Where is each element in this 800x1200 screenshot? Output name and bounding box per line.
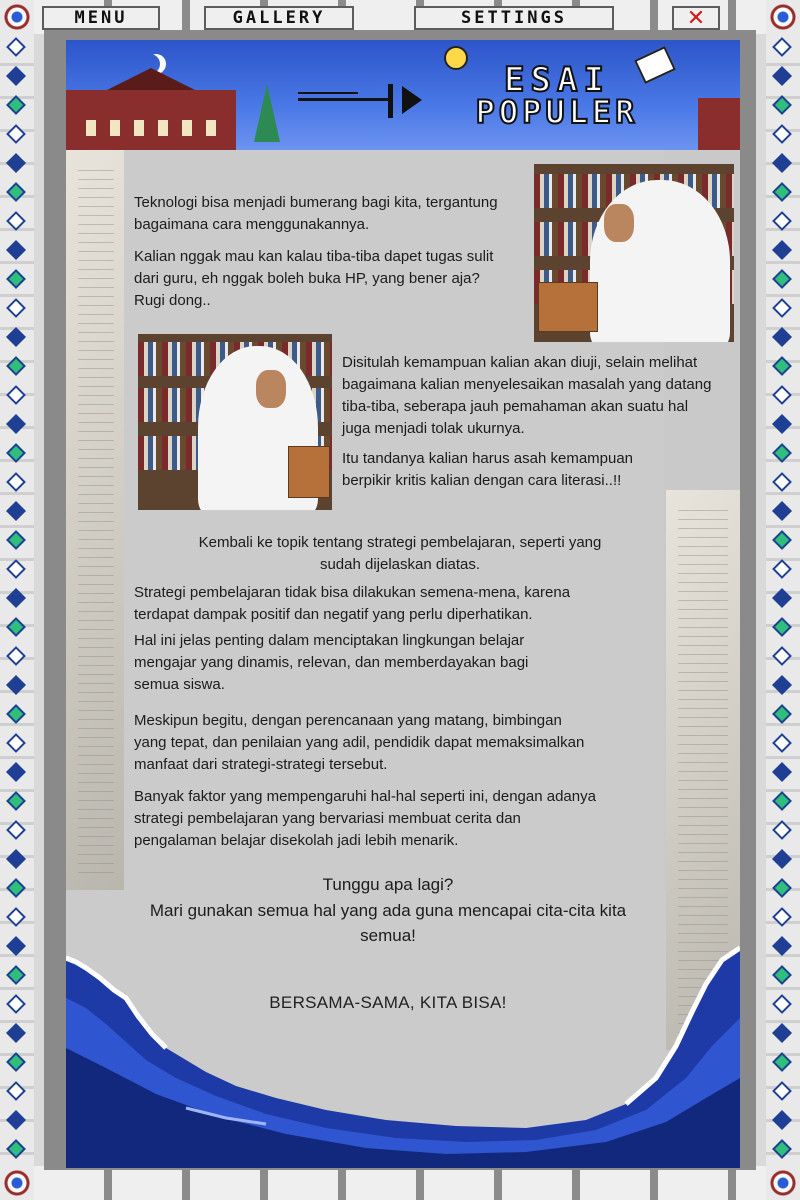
tree-icon [254, 84, 280, 142]
diamond-ornament [772, 936, 792, 956]
banner-title [452, 60, 662, 131]
diamond-ornament [6, 588, 26, 608]
diamond-ornament [772, 733, 792, 753]
school-building-icon [66, 90, 236, 150]
diamond-ornament [6, 124, 26, 144]
menu-button[interactable]: MENU [42, 6, 160, 30]
title-line-1: ESAI [504, 60, 610, 100]
diamond-ornament [772, 211, 792, 231]
diamond-ornament [772, 269, 792, 289]
left-border-decoration [0, 0, 34, 1200]
diamond-ornament [772, 965, 792, 985]
diamond-ornament [772, 240, 792, 260]
corner-ornament [0, 0, 34, 34]
diamond-ornament [772, 95, 792, 115]
diamond-ornament [772, 820, 792, 840]
diamond-ornament [6, 530, 26, 550]
diamond-ornament [772, 849, 792, 869]
paragraph-8: Meskipun begitu, dengan perencanaan yang matang, bimbingan yang tepat, dan penilaian yang adil, pendidik dapat memaksimalkan manfaat dari strategi-strategi tersebut. [134, 712, 585, 773]
diamond-ornament [772, 646, 792, 666]
diamond-ornament [772, 124, 792, 144]
diamond-ornament [6, 66, 26, 86]
diamond-ornament [6, 646, 26, 666]
diamond-ornament [772, 443, 792, 463]
paragraph-6: Strategi pembelajaran tidak bisa dilakukan semena-mena, karena terdapat dampak positif dan negatif yang perlu diperhatikan. [134, 584, 571, 623]
diamond-ornament [6, 1081, 26, 1101]
diamond-ornament [6, 501, 26, 521]
diamond-ornament [6, 1139, 26, 1159]
diamond-ornament [6, 762, 26, 782]
diamond-ornament [772, 559, 792, 579]
diamond-ornament [6, 791, 26, 811]
diamond-ornament [772, 1052, 792, 1072]
diamond-ornament [6, 269, 26, 289]
close-button[interactable]: ✕ [672, 6, 720, 30]
diamond-ornament [6, 240, 26, 260]
header-banner [66, 40, 740, 150]
diamond-ornament [772, 878, 792, 898]
arrow-line [298, 98, 390, 101]
title-line-2: POPULER [475, 93, 639, 131]
diamond-ornament [772, 472, 792, 492]
diamond-ornament [6, 327, 26, 347]
diamond-ornament [772, 907, 792, 927]
diamond-ornament [6, 385, 26, 405]
diamond-ornament [772, 1081, 792, 1101]
diamond-ornament [772, 617, 792, 637]
diamond-ornament [6, 936, 26, 956]
bottom-frame-band [34, 1166, 766, 1200]
diamond-ornament [772, 414, 792, 434]
diamond-ornament [772, 675, 792, 695]
student-reading-photo [138, 334, 332, 510]
paragraph-9: Banyak faktor yang mempengaruhi hal-hal seperti ini, dengan adanya strategi pembelajaran yang bervariasi membuat cerita dan pengalaman belajar disekolah jadi lebih menarik. [134, 788, 596, 849]
diamond-ornament [6, 414, 26, 434]
diamond-ornament [6, 356, 26, 376]
diamond-ornament [6, 704, 26, 724]
diamond-ornament [6, 733, 26, 753]
corner-ornament [766, 1166, 800, 1200]
right-border-decoration [766, 0, 800, 1200]
slogan-text: BERSAMA-SAMA, KITA BISA! [269, 993, 507, 1012]
diamond-ornament [772, 327, 792, 347]
gallery-button[interactable]: GALLERY [204, 6, 354, 30]
diamond-ornament [6, 849, 26, 869]
paragraph-7: Hal ini jelas penting dalam menciptakan lingkungan belajar mengajar yang dinamis, relevan, dan memberdayakan bagi semua siswa. [134, 632, 529, 693]
student-reading-photo [534, 164, 734, 342]
diamond-ornament [6, 878, 26, 898]
diamond-ornament [772, 153, 792, 173]
diamond-ornament [6, 95, 26, 115]
paragraph-1: Teknologi bisa menjadi bumerang bagi kita, tergantung bagaimana cara menggunakannya. [134, 194, 498, 233]
diamond-ornament [772, 1139, 792, 1159]
diamond-ornament [772, 1023, 792, 1043]
paragraph-2: Kalian nggak mau kan kalau tiba-tiba dapet tugas sulit dari guru, eh nggak boleh buka HP, yang bener aja? Rugi dong.. [134, 248, 494, 309]
diamond-ornament [6, 965, 26, 985]
diamond-ornament [772, 356, 792, 376]
arrow-line [298, 92, 358, 94]
diamond-ornament [772, 704, 792, 724]
diamond-ornament [772, 791, 792, 811]
diamond-ornament [772, 182, 792, 202]
diamond-ornament [6, 37, 26, 57]
paragraph-3: Disitulah kemampuan kalian akan diuji, selain melihat bagaimana kalian menyelesaikan masalah yang datang tiba-tiba, seberapa jauh pemahaman akan suatu hal juga menjadi tolak ukurnya. [342, 354, 712, 437]
cta-question: Tunggu apa lagi? [322, 875, 454, 894]
diamond-ornament [6, 1052, 26, 1072]
diamond-ornament [772, 298, 792, 318]
diamond-ornament [6, 472, 26, 492]
diamond-ornament [6, 153, 26, 173]
building-icon [698, 98, 740, 150]
diamond-ornament [772, 37, 792, 57]
settings-button[interactable]: SETTINGS [414, 6, 614, 30]
paragraph-5: Kembali ke topik tentang strategi pembelajaran, seperti yang sudah dijelaskan diatas. [198, 534, 602, 573]
diamond-ornament [6, 211, 26, 231]
diamond-ornament [6, 994, 26, 1014]
diamond-ornament [6, 182, 26, 202]
diamond-ornament [6, 559, 26, 579]
diamond-ornament [6, 907, 26, 927]
arrow-bar [388, 84, 393, 118]
cta-message: Mari gunakan semua hal yang ada guna mencapai cita-cita kita semua! [149, 901, 627, 945]
diamond-ornament [772, 66, 792, 86]
diamond-ornament [6, 617, 26, 637]
diamond-ornament [772, 588, 792, 608]
diamond-ornament [772, 1110, 792, 1130]
diamond-ornament [6, 1110, 26, 1130]
paragraph-4: Itu tandanya kalian harus asah kemampuan berpikir kritis kalian dengan cara literasi..!! [342, 450, 634, 489]
diamond-ornament [772, 530, 792, 550]
content-window [66, 40, 740, 1168]
book-page-background [66, 150, 126, 890]
corner-ornament [766, 0, 800, 34]
diamond-ornament [772, 762, 792, 782]
corner-ornament [0, 1166, 34, 1200]
ocean-wave-decoration [66, 938, 740, 1168]
diamond-ornament [6, 820, 26, 840]
diamond-ornament [6, 298, 26, 318]
diamond-ornament [772, 385, 792, 405]
diamond-ornament [6, 1023, 26, 1043]
diamond-ornament [772, 501, 792, 521]
play-arrow-icon [402, 86, 422, 114]
diamond-ornament [6, 675, 26, 695]
diamond-ornament [6, 443, 26, 463]
diamond-ornament [772, 994, 792, 1014]
